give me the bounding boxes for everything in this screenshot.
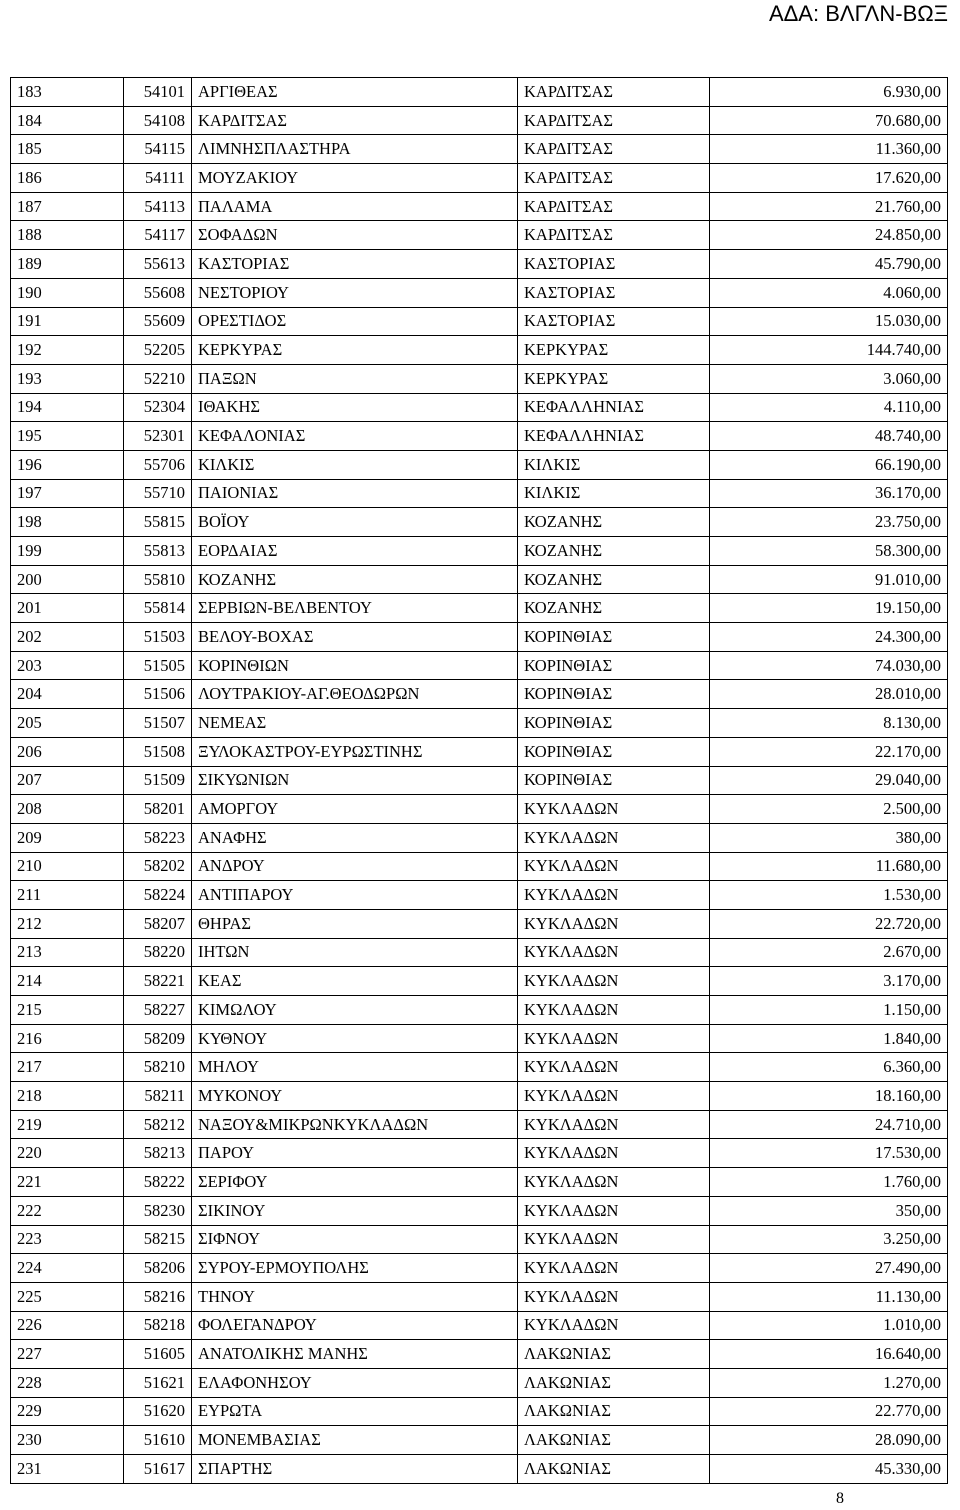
- table-row: [11, 967, 948, 996]
- amount-cell: 8.130,00: [710, 709, 948, 738]
- prefecture-cell: ΚΟΖΑΝΗΣ: [518, 537, 710, 566]
- row-number-cell: 196: [11, 450, 124, 479]
- row-number-cell: 216: [11, 1024, 124, 1053]
- municipality-code-cell: 58221: [124, 967, 192, 996]
- municipality-name-cell: ΦΟΛΕΓΑΝΔΡΟΥ: [192, 1311, 518, 1340]
- municipality-name-cell: ΙΘΑΚΗΣ: [192, 393, 518, 422]
- municipality-code-cell: 51617: [124, 1455, 192, 1484]
- municipality-code-cell: 58224: [124, 881, 192, 910]
- row-number-cell: 197: [11, 479, 124, 508]
- row-number-cell: 218: [11, 1082, 124, 1111]
- municipality-code-cell: 51506: [124, 680, 192, 709]
- municipality-name-cell: ΛΙΜΝΗΣΠΛΑΣΤΗΡΑ: [192, 135, 518, 164]
- table-row: [11, 278, 948, 307]
- row-number-cell: 221: [11, 1168, 124, 1197]
- amount-cell: 22.720,00: [710, 909, 948, 938]
- municipality-name-cell: ΚΥΘΝΟΥ: [192, 1024, 518, 1053]
- amount-cell: 3.250,00: [710, 1225, 948, 1254]
- prefecture-cell: ΚΙΛΚΙΣ: [518, 450, 710, 479]
- row-number-cell: 199: [11, 537, 124, 566]
- amount-cell: 4.110,00: [710, 393, 948, 422]
- amount-cell: 58.300,00: [710, 537, 948, 566]
- prefecture-cell: ΚΑΡΔΙΤΣΑΣ: [518, 192, 710, 221]
- prefecture-cell: ΚΟΡΙΝΘΙΑΣ: [518, 623, 710, 652]
- municipality-name-cell: ΕΥΡΩΤΑ: [192, 1397, 518, 1426]
- table-row: [11, 1426, 948, 1455]
- municipality-code-cell: 58210: [124, 1053, 192, 1082]
- municipality-code-cell: 55710: [124, 479, 192, 508]
- amount-cell: 36.170,00: [710, 479, 948, 508]
- municipality-name-cell: ΚΕΡΚΥΡΑΣ: [192, 336, 518, 365]
- municipality-code-cell: 58215: [124, 1225, 192, 1254]
- amount-cell: 22.770,00: [710, 1397, 948, 1426]
- table-row: [11, 135, 948, 164]
- municipality-code-cell: 58213: [124, 1139, 192, 1168]
- row-number-cell: 208: [11, 795, 124, 824]
- row-number-cell: 209: [11, 823, 124, 852]
- prefecture-cell: ΚΥΚΛΑΔΩΝ: [518, 1282, 710, 1311]
- table-row: [11, 508, 948, 537]
- municipality-code-cell: 58216: [124, 1282, 192, 1311]
- table-row: [11, 594, 948, 623]
- municipality-name-cell: ΠΑΙΟΝΙΑΣ: [192, 479, 518, 508]
- municipality-code-cell: 52301: [124, 422, 192, 451]
- municipality-name-cell: ΚΕΑΣ: [192, 967, 518, 996]
- municipality-code-cell: 51610: [124, 1426, 192, 1455]
- municipality-code-cell: 51508: [124, 737, 192, 766]
- row-number-cell: 214: [11, 967, 124, 996]
- municipality-code-cell: 54101: [124, 78, 192, 107]
- municipality-name-cell: ΠΑΡΟΥ: [192, 1139, 518, 1168]
- municipality-code-cell: 52210: [124, 364, 192, 393]
- row-number-cell: 202: [11, 623, 124, 652]
- table-row: [11, 164, 948, 193]
- table-row: [11, 537, 948, 566]
- prefecture-cell: ΚΥΚΛΑΔΩΝ: [518, 1139, 710, 1168]
- municipality-code-cell: 58227: [124, 996, 192, 1025]
- prefecture-cell: ΚΥΚΛΑΔΩΝ: [518, 1024, 710, 1053]
- municipality-code-cell: 55613: [124, 250, 192, 279]
- amount-cell: 17.620,00: [710, 164, 948, 193]
- prefecture-cell: ΚΥΚΛΑΔΩΝ: [518, 1254, 710, 1283]
- prefecture-cell: ΚΕΡΚΥΡΑΣ: [518, 336, 710, 365]
- prefecture-cell: ΛΑΚΩΝΙΑΣ: [518, 1426, 710, 1455]
- table-row: [11, 565, 948, 594]
- prefecture-cell: ΚΟΖΑΝΗΣ: [518, 565, 710, 594]
- municipality-code-cell: 55815: [124, 508, 192, 537]
- table-row: [11, 680, 948, 709]
- municipality-code-cell: 58209: [124, 1024, 192, 1053]
- municipality-name-cell: ΙΗΤΩΝ: [192, 938, 518, 967]
- table-row: [11, 1024, 948, 1053]
- row-number-cell: 211: [11, 881, 124, 910]
- table-row: [11, 766, 948, 795]
- row-number-cell: 219: [11, 1110, 124, 1139]
- table-row: [11, 1282, 948, 1311]
- row-number-cell: 206: [11, 737, 124, 766]
- amount-cell: 2.500,00: [710, 795, 948, 824]
- prefecture-cell: ΚΑΡΔΙΤΣΑΣ: [518, 135, 710, 164]
- amount-cell: 24.300,00: [710, 623, 948, 652]
- municipality-name-cell: ΝΕΜΕΑΣ: [192, 709, 518, 738]
- municipality-code-cell: 55810: [124, 565, 192, 594]
- row-number-cell: 204: [11, 680, 124, 709]
- municipality-name-cell: ΚΟΖΑΝΗΣ: [192, 565, 518, 594]
- amount-cell: 3.170,00: [710, 967, 948, 996]
- table-row: [11, 307, 948, 336]
- prefecture-cell: ΛΑΚΩΝΙΑΣ: [518, 1455, 710, 1484]
- table-row: [11, 1254, 948, 1283]
- table-row: [11, 709, 948, 738]
- amount-cell: 380,00: [710, 823, 948, 852]
- amount-cell: 1.530,00: [710, 881, 948, 910]
- municipality-name-cell: ΚΑΡΔΙΤΣΑΣ: [192, 106, 518, 135]
- prefecture-cell: ΚΑΣΤΟΡΙΑΣ: [518, 307, 710, 336]
- prefecture-cell: ΛΑΚΩΝΙΑΣ: [518, 1397, 710, 1426]
- row-number-cell: 207: [11, 766, 124, 795]
- allocation-table: [10, 77, 948, 1484]
- row-number-cell: 220: [11, 1139, 124, 1168]
- amount-cell: 1.270,00: [710, 1368, 948, 1397]
- row-number-cell: 226: [11, 1311, 124, 1340]
- municipality-name-cell: ΝΕΣΤΟΡΙΟΥ: [192, 278, 518, 307]
- prefecture-cell: ΚΟΖΑΝΗΣ: [518, 594, 710, 623]
- row-number-cell: 193: [11, 364, 124, 393]
- row-number-cell: 227: [11, 1340, 124, 1369]
- table-row: [11, 996, 948, 1025]
- municipality-code-cell: 58207: [124, 909, 192, 938]
- prefecture-cell: ΚΕΦΑΛΛΗΝΙΑΣ: [518, 393, 710, 422]
- amount-cell: 144.740,00: [710, 336, 948, 365]
- row-number-cell: 231: [11, 1455, 124, 1484]
- prefecture-cell: ΚΙΛΚΙΣ: [518, 479, 710, 508]
- municipality-name-cell: ΜΗΛΟΥ: [192, 1053, 518, 1082]
- table-row: [11, 1082, 948, 1111]
- page-number: 8: [836, 1490, 844, 1507]
- amount-cell: 24.850,00: [710, 221, 948, 250]
- prefecture-cell: ΚΥΚΛΑΔΩΝ: [518, 1168, 710, 1197]
- prefecture-cell: ΚΥΚΛΑΔΩΝ: [518, 1110, 710, 1139]
- amount-cell: 45.330,00: [710, 1455, 948, 1484]
- table-row: [11, 1168, 948, 1197]
- prefecture-cell: ΚΥΚΛΑΔΩΝ: [518, 852, 710, 881]
- table-row: [11, 823, 948, 852]
- row-number-cell: 188: [11, 221, 124, 250]
- municipality-code-cell: 58222: [124, 1168, 192, 1197]
- municipality-code-cell: 54113: [124, 192, 192, 221]
- row-number-cell: 189: [11, 250, 124, 279]
- row-number-cell: 185: [11, 135, 124, 164]
- amount-cell: 1.760,00: [710, 1168, 948, 1197]
- municipality-code-cell: 52205: [124, 336, 192, 365]
- prefecture-cell: ΚΕΦΑΛΛΗΝΙΑΣ: [518, 422, 710, 451]
- municipality-name-cell: ΘΗΡΑΣ: [192, 909, 518, 938]
- municipality-code-cell: 55813: [124, 537, 192, 566]
- row-number-cell: 229: [11, 1397, 124, 1426]
- amount-cell: 66.190,00: [710, 450, 948, 479]
- municipality-code-cell: 55608: [124, 278, 192, 307]
- municipality-name-cell: ΟΡΕΣΤΙΔΟΣ: [192, 307, 518, 336]
- municipality-code-cell: 58223: [124, 823, 192, 852]
- municipality-name-cell: ΚΙΜΩΛΟΥ: [192, 996, 518, 1025]
- table-row: [11, 106, 948, 135]
- municipality-name-cell: ΜΥΚΟΝΟΥ: [192, 1082, 518, 1111]
- table-row: [11, 192, 948, 221]
- amount-cell: 70.680,00: [710, 106, 948, 135]
- amount-cell: 91.010,00: [710, 565, 948, 594]
- amount-cell: 11.130,00: [710, 1282, 948, 1311]
- municipality-name-cell: ΛΟΥΤΡΑΚΙΟΥ-ΑΓ.ΘΕΟΔΩΡΩΝ: [192, 680, 518, 709]
- row-number-cell: 230: [11, 1426, 124, 1455]
- table-row: [11, 1110, 948, 1139]
- municipality-name-cell: ΣΕΡΒΙΩΝ-ΒΕΛΒΕΝΤΟΥ: [192, 594, 518, 623]
- amount-cell: 22.170,00: [710, 737, 948, 766]
- row-number-cell: 184: [11, 106, 124, 135]
- table-row: [11, 1053, 948, 1082]
- municipality-code-cell: 55814: [124, 594, 192, 623]
- prefecture-cell: ΛΑΚΩΝΙΑΣ: [518, 1368, 710, 1397]
- prefecture-cell: ΚΥΚΛΑΔΩΝ: [518, 1053, 710, 1082]
- municipality-name-cell: ΠΑΛΑΜΑ: [192, 192, 518, 221]
- municipality-name-cell: ΒΟΪΟΥ: [192, 508, 518, 537]
- amount-cell: 3.060,00: [710, 364, 948, 393]
- municipality-code-cell: 54111: [124, 164, 192, 193]
- municipality-code-cell: 58202: [124, 852, 192, 881]
- amount-cell: 4.060,00: [710, 278, 948, 307]
- prefecture-cell: ΚΟΡΙΝΘΙΑΣ: [518, 651, 710, 680]
- prefecture-cell: ΚΥΚΛΑΔΩΝ: [518, 823, 710, 852]
- municipality-name-cell: ΜΟΝΕΜΒΑΣΙΑΣ: [192, 1426, 518, 1455]
- table-row: [11, 336, 948, 365]
- municipality-name-cell: ΑΜΟΡΓΟΥ: [192, 795, 518, 824]
- municipality-name-cell: ΑΝΑΦΗΣ: [192, 823, 518, 852]
- table-row: [11, 737, 948, 766]
- municipality-name-cell: ΚΟΡΙΝΘΙΩΝ: [192, 651, 518, 680]
- amount-cell: 16.640,00: [710, 1340, 948, 1369]
- amount-cell: 11.680,00: [710, 852, 948, 881]
- row-number-cell: 212: [11, 909, 124, 938]
- municipality-code-cell: 58218: [124, 1311, 192, 1340]
- municipality-code-cell: 55706: [124, 450, 192, 479]
- row-number-cell: 183: [11, 78, 124, 107]
- table-row: [11, 1397, 948, 1426]
- prefecture-cell: ΚΥΚΛΑΔΩΝ: [518, 881, 710, 910]
- municipality-name-cell: ΑΝΑΤΟΛΙΚΗΣ ΜΑΝΗΣ: [192, 1340, 518, 1369]
- table-row: [11, 1139, 948, 1168]
- table-row: [11, 1368, 948, 1397]
- municipality-code-cell: 51621: [124, 1368, 192, 1397]
- municipality-name-cell: ΣΙΚΥΩΝΙΩΝ: [192, 766, 518, 795]
- table-row: [11, 364, 948, 393]
- amount-cell: 27.490,00: [710, 1254, 948, 1283]
- municipality-name-cell: ΣΥΡΟΥ-ΕΡΜΟΥΠΟΛΗΣ: [192, 1254, 518, 1283]
- municipality-name-cell: ΣΟΦΑΔΩΝ: [192, 221, 518, 250]
- municipality-code-cell: 54108: [124, 106, 192, 135]
- amount-cell: 6.930,00: [710, 78, 948, 107]
- table-row: [11, 1455, 948, 1484]
- municipality-name-cell: ΣΠΑΡΤΗΣ: [192, 1455, 518, 1484]
- row-number-cell: 213: [11, 938, 124, 967]
- amount-cell: 1.150,00: [710, 996, 948, 1025]
- prefecture-cell: ΚΑΣΤΟΡΙΑΣ: [518, 250, 710, 279]
- table-row: [11, 393, 948, 422]
- row-number-cell: 217: [11, 1053, 124, 1082]
- municipality-name-cell: ΒΕΛΟΥ-ΒΟΧΑΣ: [192, 623, 518, 652]
- table-row: [11, 1225, 948, 1254]
- prefecture-cell: ΚΑΡΔΙΤΣΑΣ: [518, 221, 710, 250]
- municipality-name-cell: ΣΙΚΙΝΟΥ: [192, 1196, 518, 1225]
- prefecture-cell: ΚΟΡΙΝΘΙΑΣ: [518, 766, 710, 795]
- amount-cell: 19.150,00: [710, 594, 948, 623]
- amount-cell: 28.010,00: [710, 680, 948, 709]
- prefecture-cell: ΚΥΚΛΑΔΩΝ: [518, 967, 710, 996]
- amount-cell: 2.670,00: [710, 938, 948, 967]
- amount-cell: 11.360,00: [710, 135, 948, 164]
- municipality-name-cell: ΤΗΝΟΥ: [192, 1282, 518, 1311]
- table-row: [11, 450, 948, 479]
- table-row: [11, 78, 948, 107]
- row-number-cell: 192: [11, 336, 124, 365]
- municipality-name-cell: ΜΟΥΖΑΚΙΟΥ: [192, 164, 518, 193]
- row-number-cell: 200: [11, 565, 124, 594]
- row-number-cell: 186: [11, 164, 124, 193]
- prefecture-cell: ΚΥΚΛΑΔΩΝ: [518, 795, 710, 824]
- amount-cell: 21.760,00: [710, 192, 948, 221]
- municipality-code-cell: 51620: [124, 1397, 192, 1426]
- prefecture-cell: ΚΥΚΛΑΔΩΝ: [518, 1196, 710, 1225]
- municipality-name-cell: ΚΙΛΚΙΣ: [192, 450, 518, 479]
- prefecture-cell: ΚΑΡΔΙΤΣΑΣ: [518, 106, 710, 135]
- amount-cell: 28.090,00: [710, 1426, 948, 1455]
- prefecture-cell: ΚΥΚΛΑΔΩΝ: [518, 1311, 710, 1340]
- table-row: [11, 250, 948, 279]
- municipality-code-cell: 58201: [124, 795, 192, 824]
- municipality-code-cell: 58206: [124, 1254, 192, 1283]
- table-row: [11, 1196, 948, 1225]
- ada-code-header: ΑΔΑ: ΒΛΓΛΝ-ΒΩΞ: [768, 1, 948, 26]
- municipality-code-cell: 51509: [124, 766, 192, 795]
- row-number-cell: 194: [11, 393, 124, 422]
- prefecture-cell: ΚΥΚΛΑΔΩΝ: [518, 909, 710, 938]
- table-row: [11, 422, 948, 451]
- municipality-code-cell: 51507: [124, 709, 192, 738]
- prefecture-cell: ΚΟΡΙΝΘΙΑΣ: [518, 737, 710, 766]
- amount-cell: 74.030,00: [710, 651, 948, 680]
- row-number-cell: 223: [11, 1225, 124, 1254]
- prefecture-cell: ΚΥΚΛΑΔΩΝ: [518, 1082, 710, 1111]
- table-row: [11, 909, 948, 938]
- municipality-code-cell: 54117: [124, 221, 192, 250]
- municipality-name-cell: ΚΑΣΤΟΡΙΑΣ: [192, 250, 518, 279]
- table-row: [11, 1311, 948, 1340]
- table-row: [11, 623, 948, 652]
- row-number-cell: 187: [11, 192, 124, 221]
- prefecture-cell: ΚΑΡΔΙΤΣΑΣ: [518, 164, 710, 193]
- row-number-cell: 224: [11, 1254, 124, 1283]
- municipality-name-cell: ΑΡΓΙΘΕΑΣ: [192, 78, 518, 107]
- municipality-code-cell: 51605: [124, 1340, 192, 1369]
- prefecture-cell: ΛΑΚΩΝΙΑΣ: [518, 1340, 710, 1369]
- municipality-code-cell: 58212: [124, 1110, 192, 1139]
- prefecture-cell: ΚΑΡΔΙΤΣΑΣ: [518, 78, 710, 107]
- amount-cell: 1.010,00: [710, 1311, 948, 1340]
- row-number-cell: 210: [11, 852, 124, 881]
- amount-cell: 6.360,00: [710, 1053, 948, 1082]
- prefecture-cell: ΚΟΡΙΝΘΙΑΣ: [518, 709, 710, 738]
- municipality-name-cell: ΕΛΑΦΟΝΗΣΟΥ: [192, 1368, 518, 1397]
- prefecture-cell: ΚΟΡΙΝΘΙΑΣ: [518, 680, 710, 709]
- municipality-name-cell: ΠΑΞΩΝ: [192, 364, 518, 393]
- amount-cell: 18.160,00: [710, 1082, 948, 1111]
- table-row: [11, 651, 948, 680]
- municipality-name-cell: ΑΝΤΙΠΑΡΟΥ: [192, 881, 518, 910]
- row-number-cell: 205: [11, 709, 124, 738]
- amount-cell: 17.530,00: [710, 1139, 948, 1168]
- municipality-code-cell: 54115: [124, 135, 192, 164]
- municipality-name-cell: ΕΟΡΔΑΙΑΣ: [192, 537, 518, 566]
- row-number-cell: 215: [11, 996, 124, 1025]
- prefecture-cell: ΚΥΚΛΑΔΩΝ: [518, 938, 710, 967]
- municipality-code-cell: 51505: [124, 651, 192, 680]
- amount-cell: 29.040,00: [710, 766, 948, 795]
- row-number-cell: 225: [11, 1282, 124, 1311]
- municipality-name-cell: ΣΕΡΙΦΟΥ: [192, 1168, 518, 1197]
- prefecture-cell: ΚΕΡΚΥΡΑΣ: [518, 364, 710, 393]
- table-row: [11, 938, 948, 967]
- municipality-name-cell: ΑΝΔΡΟΥ: [192, 852, 518, 881]
- municipality-code-cell: 58230: [124, 1196, 192, 1225]
- amount-cell: 23.750,00: [710, 508, 948, 537]
- row-number-cell: 222: [11, 1196, 124, 1225]
- row-number-cell: 190: [11, 278, 124, 307]
- municipality-code-cell: 51503: [124, 623, 192, 652]
- table-row: [11, 221, 948, 250]
- row-number-cell: 228: [11, 1368, 124, 1397]
- table-row: [11, 479, 948, 508]
- table-row: [11, 852, 948, 881]
- prefecture-cell: ΚΥΚΛΑΔΩΝ: [518, 996, 710, 1025]
- row-number-cell: 198: [11, 508, 124, 537]
- row-number-cell: 195: [11, 422, 124, 451]
- municipality-code-cell: 52304: [124, 393, 192, 422]
- table-body: [11, 78, 948, 1484]
- row-number-cell: 203: [11, 651, 124, 680]
- amount-cell: 15.030,00: [710, 307, 948, 336]
- municipality-code-cell: 55609: [124, 307, 192, 336]
- prefecture-cell: ΚΑΣΤΟΡΙΑΣ: [518, 278, 710, 307]
- amount-cell: 48.740,00: [710, 422, 948, 451]
- municipality-name-cell: ΝΑΞΟΥ&ΜΙΚΡΩΝΚΥΚΛΑΔΩΝ: [192, 1110, 518, 1139]
- amount-cell: 45.790,00: [710, 250, 948, 279]
- table-row: [11, 795, 948, 824]
- municipality-code-cell: 58211: [124, 1082, 192, 1111]
- row-number-cell: 201: [11, 594, 124, 623]
- prefecture-cell: ΚΥΚΛΑΔΩΝ: [518, 1225, 710, 1254]
- amount-cell: 24.710,00: [710, 1110, 948, 1139]
- amount-cell: 350,00: [710, 1196, 948, 1225]
- amount-cell: 1.840,00: [710, 1024, 948, 1053]
- prefecture-cell: ΚΟΖΑΝΗΣ: [518, 508, 710, 537]
- table-row: [11, 881, 948, 910]
- municipality-name-cell: ΣΙΦΝΟΥ: [192, 1225, 518, 1254]
- municipality-name-cell: ΚΕΦΑΛΟΝΙΑΣ: [192, 422, 518, 451]
- row-number-cell: 191: [11, 307, 124, 336]
- table-row: [11, 1340, 948, 1369]
- municipality-code-cell: 58220: [124, 938, 192, 967]
- municipality-name-cell: ΞΥΛΟΚΑΣΤΡΟΥ-ΕΥΡΩΣΤΙΝΗΣ: [192, 737, 518, 766]
